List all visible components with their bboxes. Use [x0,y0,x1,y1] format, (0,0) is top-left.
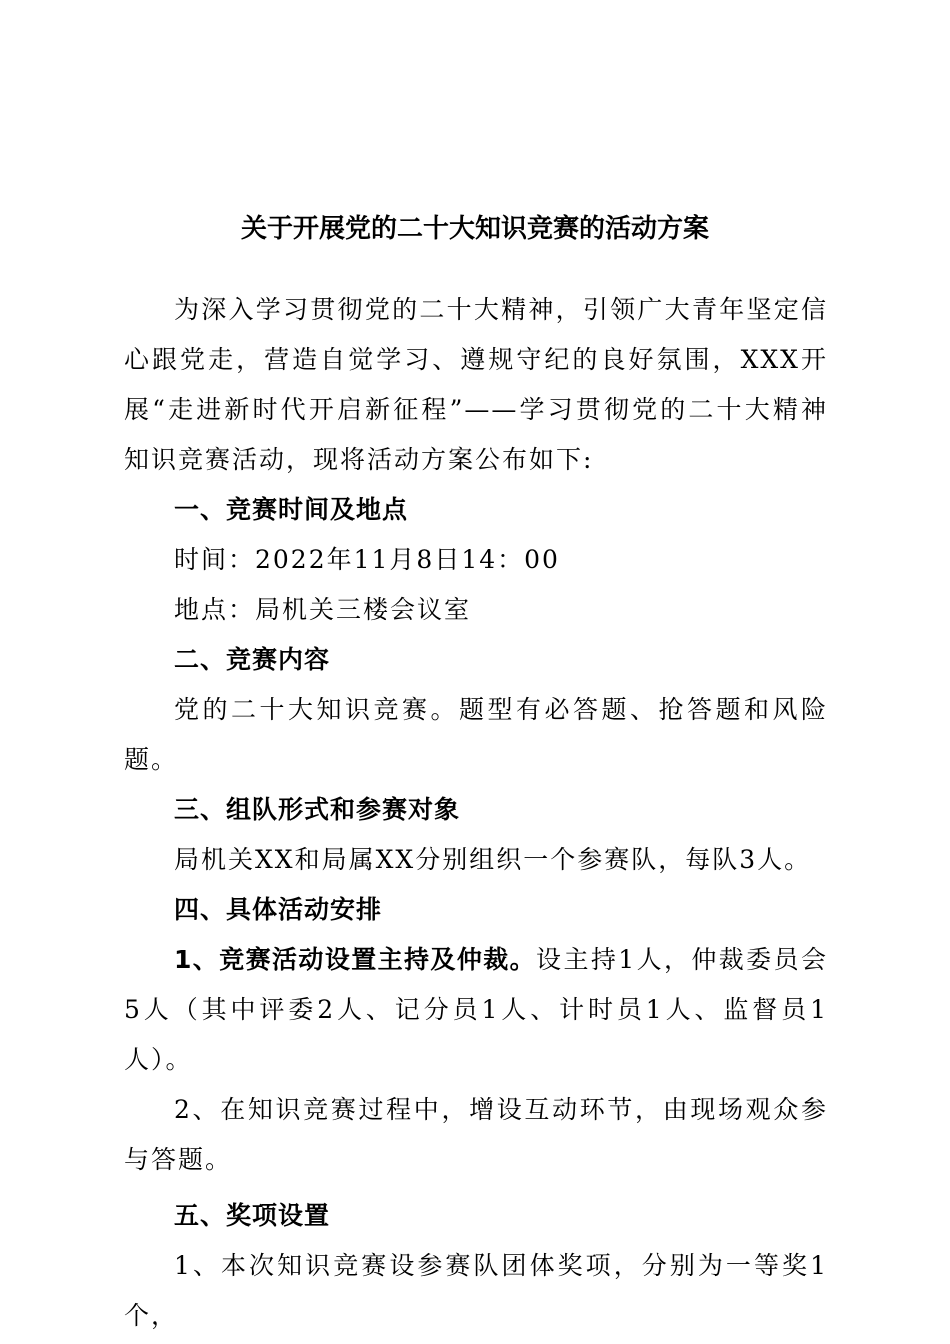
intro-paragraph: 为深入学习贯彻党的二十大精神，引领广大青年坚定信心跟党走，营造自觉学习、遵规守纪的良好氛围，XXX开展“走进新时代开启新征程”——学习贯彻党的二十大精神知识竞赛活动，现将活动方案公布如下: [124,295,828,474]
team-formation: 局机关XX和局属XX分别组织一个参赛队，每队3人。 [174,845,812,874]
document-title: 关于开展党的二十大知识竞赛的活动方案 [240,214,709,244]
section-heading-time-place: 一、竞赛时间及地点 [174,495,409,524]
section-heading-arrangement: 四、具体活动安排 [174,895,383,924]
arrangement-item-1 [124,935,828,1085]
competition-content: 党的二十大知识竞赛。题型有必答题、抢答题和风险题。 [124,695,828,774]
document-body [124,285,828,1341]
section-heading-awards: 五、奖项设置 [174,1201,331,1230]
section-heading-teams: 三、组队形式和参赛对象 [174,795,461,824]
section-heading-content: 二、竞赛内容 [174,645,331,674]
competition-time: 时间：2022年11月8日14：00 [174,545,560,574]
competition-place: 地点：局机关三楼会议室 [174,595,472,624]
arrangement-item-1-lead: 1、竞赛活动设置主持及仲裁。 [174,945,537,974]
arrangement-item-1-text: 设主持1人，仲裁委员会5人（其中评委2人、记分员1人、计时员1人、监督员1人）。 [124,945,828,1074]
awards-item-1: 1、本次知识竞赛设参赛队团体奖项，分别为一等奖1个， [124,1251,828,1330]
arrangement-item-2: 2、在知识竞赛过程中，增设互动环节，由现场观众参与答题。 [124,1095,828,1174]
